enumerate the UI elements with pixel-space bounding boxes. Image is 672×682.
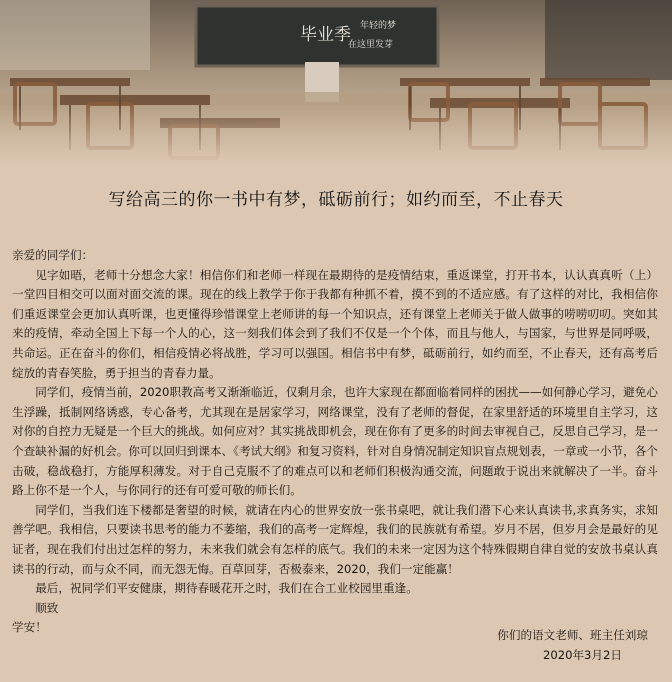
classroom-banner-image [0, 0, 672, 165]
signature-block [497, 626, 648, 665]
letter-date: 2020年3月2日 [542, 647, 622, 662]
paragraph-4: 最后，祝同学们平安健康，期待春暖花开之时，我们在合工业校园里重逢。 [35, 581, 418, 596]
greeting: 亲爱的同学们： [12, 248, 94, 262]
signature: 你们的语文老师、班主任刘琼 [497, 628, 648, 642]
paragraph-1: 见字如晤，老师十分想念大家！相信你们和老师一样现在最期待的是疫情结束，重返课堂，打开书本，认认真真听（上）一堂四目相交可以面对面交流的课。现在的线上教学于你于我都有种抓不着，摸不到的不适应感。有了这样的对比，我相信你们重返课堂会更加认真听课，也更懂得珍惜课堂上老师讲的每一个知识点，还有课堂上老师关于做人做事的唠唠叨叨。突如其来的疫情，牵动全国上下每一个人的心，这一刻我们体会到了我们不仅是一个个体，而且与他人，与国家，与世界是同呼吸，共命运。正在奋斗的你们，相信疫情必将战胜，学习可以强国。相信书中有梦，砥砺前行，如约而至，不止春天，还有高考后绽放的青春笑脸，勇于担当的青春力量。 [12, 267, 658, 380]
board-line1-text: 年轻的梦 [360, 21, 397, 31]
letter-title: 写给高三的你一书中有梦，砥砺前行；如约而至，不止春天 [108, 190, 564, 210]
closing: 学安！ [12, 620, 47, 635]
board-line2-text: 在这里发芽 [348, 40, 394, 50]
paragraph-2: 同学们，疫情当前，2020职教高考又渐渐临近，仅剩月余，也许大家现在都面临着同样的困扰——如何静心学习，避免心生浮躁，抵制网络诱惑，专心备考，尤其现在是居家学习，网络课堂，没有了老师的督促，在家里舒适的环境里自主学习，这对你的自控力无疑是一个巨大的挑战。如何应对？其实挑战即机会，现在你有了更多的时间去审视自己，反思自己学习，是一个查缺补漏的好机会。你可以回归到课本、《考试大纲》和复习资料，针对自身情况制定知识盲点规划表，一章或一小节，各个击破，稳战稳打，方能厚积薄发。对于自己克服不了的难点可以和老师们积极沟通交流，问题敢于说出来就解决了一半。奋斗路上你不是一个人，与你同行的还有可爱可敬的师长们。 [12, 385, 658, 498]
paragraph-3: 同学们，当我们连下楼都是奢望的时候，就请在内心的世界安放一张书桌吧，就让我们潜下心来认真读书,求真务实，求知善学吧。我相信，只要读书思考的能力不萎缩，我们的高考一定辉煌，我们的民族就有希望。岁月不居，但岁月会是最好的见证者，现在我们付出过怎样的努力，未来我们就会有怎样的底气。我们的未来一定因为这个特殊假期自律自觉的安放书桌认真读书的行动，而与众不同，而无怨无悔。百草回芽，否极泰来，2020，我们一定能赢！ [12, 502, 658, 576]
paragraph-5: 顺致 [35, 600, 59, 615]
board-title-text: 毕业季 [300, 25, 351, 45]
letter-body [12, 246, 658, 638]
